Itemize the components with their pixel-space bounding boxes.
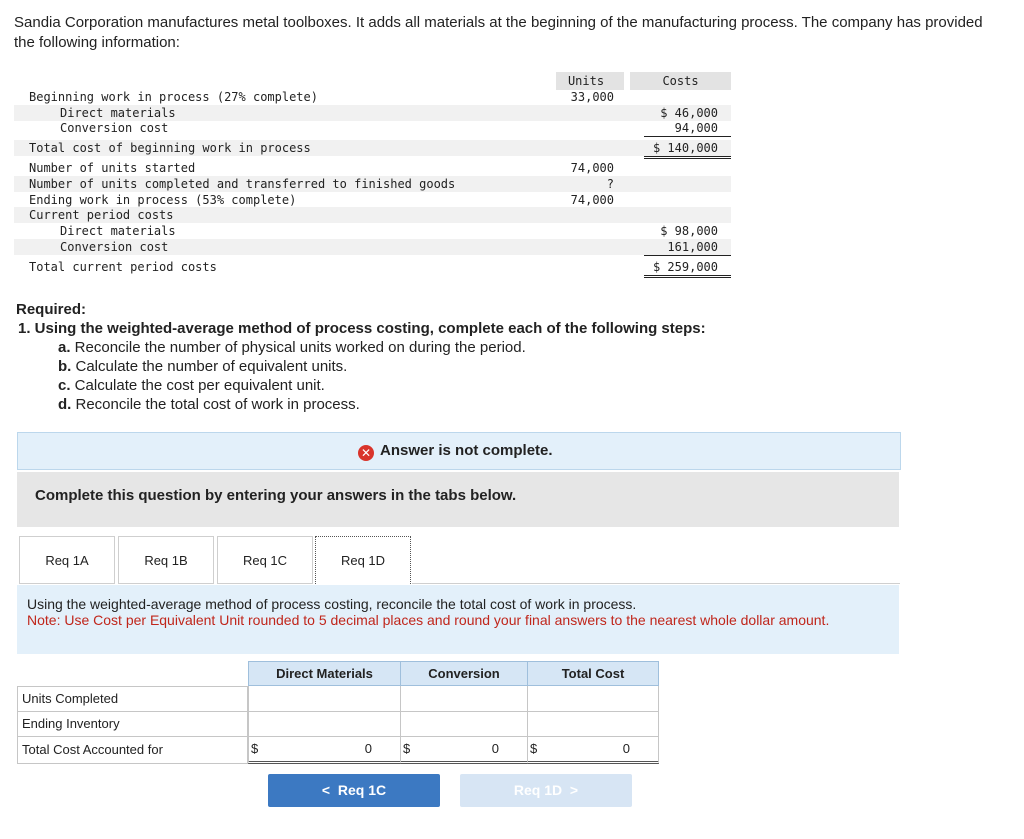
required-step: c. Calculate the cost per equivalent unit. [58,377,325,394]
units-header: Units [567,74,605,88]
row-label-ending-inventory: Ending Inventory [17,712,248,737]
next-button[interactable]: Req 1D > [460,774,632,807]
instruction-box [17,585,899,654]
instruction-text: Using the weighted-average method of process costing, reconcile the total cost of work in process. [27,596,637,612]
instruction-note: Note: Use Cost per Equivalent Unit rounded to 5 decimal places and round your final answers to the nearest whole dollar amount. [27,612,830,628]
required-step: d. Reconcile the total cost of work in process. [58,396,360,413]
data-row: Total current period costs $ 259,000 [14,259,731,275]
required-section [16,300,706,414]
data-row: Number of units started 74,000 [29,161,614,175]
col-header-conversion: Conversion [401,661,528,686]
prev-button[interactable]: < Req 1C [268,774,440,807]
answer-table [17,661,659,764]
input-dm-total-cost[interactable]: $ 0 [248,737,401,764]
error-x-icon: ✕ [358,445,374,461]
data-row: Total cost of beginning work in process $ 140,000 [14,140,731,156]
complete-prompt: Complete this question by entering your answers in the tabs below. [35,487,517,504]
input-conv-ending-inventory[interactable] [401,712,528,737]
input-dm-ending-inventory[interactable] [248,712,401,737]
tab-req-1d[interactable]: Req 1D [315,536,411,586]
input-dm-units-completed[interactable] [248,686,401,712]
input-conv-units-completed[interactable] [401,686,528,712]
chevron-right-icon: > [569,782,579,798]
input-total-total-cost[interactable]: $ 0 [528,737,659,764]
answer-status-bar [17,432,901,470]
table-corner [17,661,248,686]
tab-req-1a[interactable]: Req 1A [19,536,115,584]
input-total-ending-inventory[interactable] [528,712,659,737]
data-row: Current period costs [14,207,731,223]
col-header-direct-materials: Direct Materials [248,661,401,686]
data-row: Number of units completed and transferred to finished goods ? [14,176,731,192]
complete-prompt-box [17,472,899,527]
intro-text: Sandia Corporation manufactures metal toolboxes. It adds all materials at the beginning of the manufacturing process. The company has provided the following information: [14,14,983,51]
data-row: Direct materials $ 46,000 [14,105,731,121]
chevron-left-icon: < [321,782,331,798]
required-title: Required: [16,301,87,318]
data-row: Direct materials $ 98,000 [60,224,718,238]
data-row: Conversion cost 94,000 [14,120,731,136]
required-step: b. Calculate the number of equivalent units. [58,358,348,375]
tab-divider [412,583,900,584]
required-item: 1. Using the weighted-average method of process costing, complete each of the following steps: [18,320,706,337]
tab-req-1b[interactable]: Req 1B [118,536,214,584]
data-row: Beginning work in process (27% complete) 33,000 [29,90,614,104]
required-step: a. Reconcile the number of physical units worked on during the period. [58,339,526,356]
col-header-total-cost: Total Cost [528,661,659,686]
input-total-units-completed[interactable] [528,686,659,712]
row-label-total-cost-accounted: Total Cost Accounted for [17,737,248,764]
tab-req-1c[interactable]: Req 1C [217,536,313,584]
costs-header: Costs [662,74,699,88]
data-row: Conversion cost 161,000 [14,239,731,255]
input-conv-total-cost[interactable]: $ 0 [401,737,528,764]
data-row: Ending work in process (53% complete) 74,000 [29,193,614,207]
row-label-units-completed: Units Completed [17,686,248,712]
answer-status: ✕ Answer is not complete. [358,442,553,461]
